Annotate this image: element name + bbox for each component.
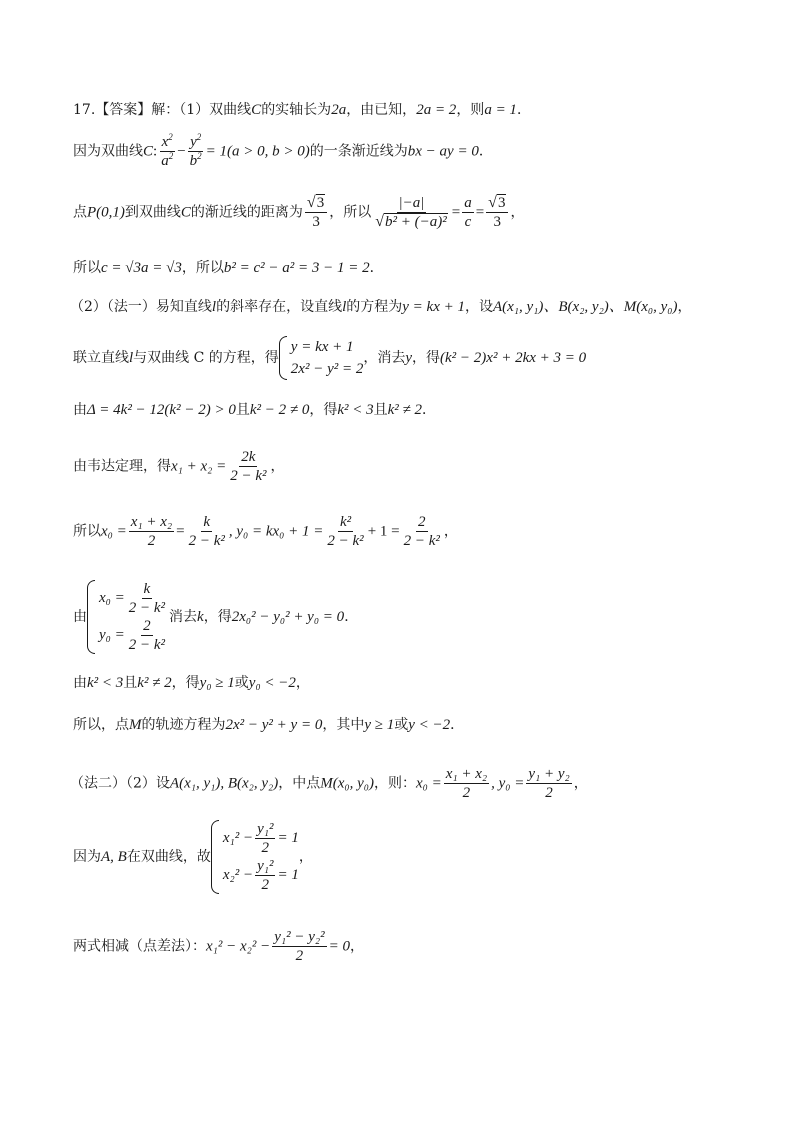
text: 由 (73, 402, 87, 418)
text: ，得 (309, 402, 338, 418)
text: 与双曲线 C 的方程，得 (133, 350, 279, 366)
text: ，则 (456, 102, 485, 118)
math: + 1 = (367, 523, 400, 540)
text: 所以 (73, 523, 101, 540)
solution-line-12 (73, 715, 753, 735)
math: y ≥ 1 (364, 717, 395, 733)
fraction: $\frac{x^2}{a^2}$ (161, 132, 174, 169)
fraction: $\frac{\text{k²}}{\text{2 − k²}}$ (327, 514, 364, 549)
math: , y₀ = kx₀ + 1 = (228, 523, 324, 540)
text: ． (369, 260, 384, 276)
math: a = 1 (484, 102, 517, 118)
text: 点 (73, 204, 87, 221)
math: C (180, 204, 191, 221)
text: ，其中 (322, 717, 365, 733)
math: = 0 (328, 938, 350, 955)
solution-line-7 (73, 400, 753, 420)
fraction: $\frac{|-a|}{\text{√b² + (−a)²}}$ (375, 195, 447, 230)
text: （法二）（2）设 (70, 775, 170, 792)
math: k² ≠ 2 (137, 675, 172, 691)
math: : (153, 143, 158, 160)
solution-line-8 (73, 448, 753, 485)
text: 消去 (169, 609, 198, 625)
solution-line-11 (73, 673, 753, 693)
text: 联立直线 (73, 350, 129, 366)
math: (k² − 2)x² + 2kx + 3 = 0 (440, 350, 587, 366)
math: , y₀ = (491, 775, 525, 792)
fraction: $\frac{k}{\text{2 − k²}}$ (188, 514, 225, 549)
text: 的轨迹方程为 (141, 717, 226, 733)
text: ，由已知， (346, 102, 417, 118)
math: x₁ + x₂ = (171, 458, 227, 475)
text: 到双曲线 (124, 204, 181, 221)
text: ， (295, 675, 310, 691)
fraction: $\frac{y^2}{b^2}$ (189, 132, 202, 169)
text: 且 (373, 402, 388, 418)
text: 两式相减（点差法）： (73, 938, 206, 955)
math: y (405, 350, 413, 366)
math: 2a (331, 102, 347, 118)
math: = (451, 204, 461, 221)
math: = 1(a > 0, b > 0) (205, 143, 310, 160)
equation-system: x₀ = $\frac{k}{\text{2 − k²}}$ y₀ = $\frac{2}{\text{2 − k²}}$ (87, 580, 169, 654)
fraction: $\frac{√3}{3}$ (486, 194, 508, 231)
text: 在双曲线，故 (126, 849, 211, 865)
fraction: $\frac{\text{x₁ + x₂}}{2}$ (445, 766, 488, 801)
text: ，设 (464, 299, 493, 315)
text: ，中点 (278, 775, 321, 792)
text: 由韦达定理，得 (73, 458, 171, 475)
text: 且 (123, 675, 138, 691)
math: k² < 3 (87, 675, 124, 691)
text: ． (422, 402, 437, 418)
text: （2）（法一）易知直线 (70, 299, 212, 315)
math: k² ≠ 2 (387, 402, 423, 418)
math: k² − 2 ≠ 0 (249, 402, 310, 418)
text: ． (478, 143, 493, 160)
text: ， (349, 938, 364, 955)
math: A(x₁, y₁)、B(x₂, y₂)、M(x₀, y₀) (492, 299, 678, 315)
text: ． (450, 717, 465, 733)
math: y₀ ≥ 1 (199, 675, 235, 691)
solution-line-3: 点P(0,1)到双曲线C的渐近线的距离为 $\frac{√3}{3}$ ，所以 $\frac{|-a|}{\text{√b² + (−a)²}}$ = $\frac{a}{c}$ = $\frac{√3}{3}$ ， (73, 194, 525, 230)
math: 2x² − y² + y = 0 (225, 717, 323, 733)
solution-line-4 (73, 258, 753, 278)
math: A(x₁, y₁), B(x₂, y₂) (169, 775, 279, 792)
solution-line-13 (70, 765, 753, 802)
text: 由 (73, 609, 87, 625)
text: 因为双曲线 (73, 143, 143, 160)
text: ，所以 (329, 204, 372, 221)
text: ，得 (412, 350, 441, 366)
math: y = kx + 1 (402, 299, 465, 315)
text: ， (298, 849, 313, 865)
text: 的渐近线的距离为 (190, 204, 303, 221)
fraction: $\frac{\text{y₁² − y₂²}}{2}$ (274, 929, 325, 964)
solution-line-1: 17.【答案】解：（1）双曲线C的实轴长为2a，由已知，2a = 2，则a = 1． (73, 102, 531, 118)
text: 的斜率存在，设直线 (216, 299, 343, 315)
text: 且 (235, 402, 250, 418)
text: 由 (73, 675, 87, 691)
text: ， (270, 458, 285, 475)
text: ，消去 (363, 350, 406, 366)
text: ，得 (171, 675, 200, 691)
solution-line-2: 因为双曲线C: $\frac{x^2}{a^2}$ − $\frac{y^2}{b^2}$ = 1(a > 0, b > 0)的一条渐近线为bx − ay = 0． (73, 132, 493, 169)
solution-line-6: 联立直线l与双曲线 C 的方程，得 y = kx + 1 2x² − y² = 2 ，消去y，得(k² − 2)x² + 2kx + 3 = 0 (73, 336, 753, 380)
math: A, B (101, 849, 127, 865)
solution-line-15 (73, 928, 753, 965)
math: y₀ < −2 (248, 675, 296, 691)
text: 所以，点 (73, 717, 129, 733)
text: 或 (234, 675, 249, 691)
fraction: $\frac{√3}{3}$ (305, 194, 327, 231)
solution-line-14 (73, 820, 753, 894)
text: ，所以 (181, 260, 224, 276)
text: 17.【答案】解：（1）双曲线 (73, 102, 252, 118)
equation-system: y = kx + 1 2x² − y² = 2 (279, 336, 364, 380)
math: 2x₀² − y₀² + y₀ = 0 (231, 609, 345, 625)
math: x₁² − x₂² − (206, 938, 271, 955)
text: 的实轴长为 (261, 102, 332, 118)
text: ， (443, 523, 458, 540)
math: Δ = 4k² − 12(k² − 2) > 0 (87, 402, 236, 418)
math: P(0,1) (87, 204, 125, 221)
text: ． (344, 609, 359, 625)
text: 因为 (73, 849, 101, 865)
fraction: $\frac{a}{c}$ (464, 195, 472, 230)
math: M (129, 717, 142, 733)
fraction: $\frac{2k}{\text{2 − k²}}$ (230, 449, 267, 484)
math: l (211, 299, 217, 315)
fraction: $\frac{2}{\text{2 − k²}}$ (403, 514, 440, 549)
math: k² < 3 (337, 402, 374, 418)
text: 的方程为 (346, 299, 403, 315)
text: ，得 (203, 609, 232, 625)
math: c = √3a = √3 (101, 260, 182, 276)
equation-system: x₁² − $\frac{\text{y₁²}}{2}$ = 1 x₂² − $\frac{\text{y₁²}}{2}$ = 1 (211, 820, 299, 894)
text: ， (677, 299, 692, 315)
math: x₀ = (101, 523, 127, 540)
text: 所以 (73, 260, 101, 276)
math: 2a = 2 (416, 102, 457, 118)
math: bx − ay = 0 (407, 143, 479, 160)
fraction: $\frac{\text{y₁ + y₂}}{2}$ (528, 766, 570, 801)
text: ． (516, 102, 531, 118)
text: ， (573, 775, 588, 792)
text: 或 (394, 717, 409, 733)
math: x₀ = (415, 775, 442, 792)
math: M(x₀, y₀) (320, 775, 374, 792)
text: 的一条渐近线为 (309, 143, 408, 160)
math: b² = c² − a² = 3 − 1 = 2 (223, 260, 370, 276)
math: k (197, 609, 204, 625)
solution-line-10 (73, 580, 753, 654)
math: y < −2 (408, 717, 451, 733)
math: C (143, 143, 154, 160)
fraction: $\frac{\text{x₁ + x₂}}{2}$ (130, 514, 173, 549)
text: ，则： (373, 775, 416, 792)
text: ， (510, 204, 525, 221)
solution-line-5: （2）（法一）易知直线l的斜率存在，设直线l的方程为y = kx + 1，设A(x₁, y₁)、B(x₂, y₂)、M(x₀, y₀)， (70, 299, 692, 315)
solution-line-9: 所以x₀ = $\frac{\text{x₁ + x₂}}{2}$ = $\frac{k}{\text{2 − k²}}$ , y₀ = kx₀ + 1 = $\frac{\text{k²}}{\text{2 − k²}}$ + 1 = $\frac{2}{\text{2 − k²}}$ ， (73, 514, 458, 549)
